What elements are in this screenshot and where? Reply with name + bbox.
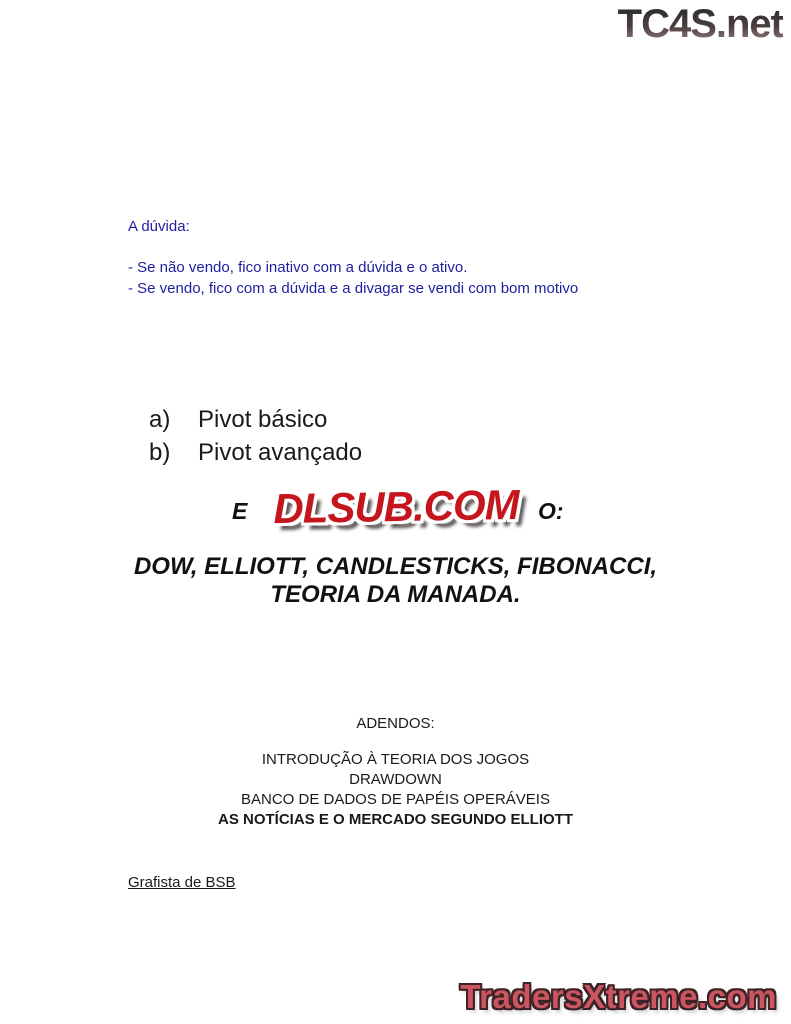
addenda-item: DRAWDOWN: [349, 771, 442, 788]
addenda-item: INTRODUÇÃO À TEORIA DOS JOGOS: [261, 751, 530, 768]
doubt-line-2: - Se vendo, fico com a dúvida e a divagar se vendi com bom motivo: [128, 280, 579, 297]
doubt-line-1: - Se não vendo, fico inativo com a dúvida e o ativo.: [128, 259, 468, 276]
main-heading-line-2: TEORIA DA MANADA.: [270, 581, 521, 608]
covered-heading-left-fragment: E: [232, 498, 248, 524]
list-item-marker: a): [149, 406, 171, 433]
addenda-list: [0, 750, 791, 830]
list-item-label: Pivot básico: [198, 406, 328, 433]
footer-note: Grafista de BSB: [128, 874, 236, 891]
doubt-heading: A dúvida:: [128, 218, 190, 235]
covered-heading-right-fragment: O:: [538, 498, 564, 524]
addenda-heading: ADENDOS:: [356, 715, 435, 732]
dlsub-watermark: DLSUB.COM: [272, 480, 519, 533]
addenda-item: BANCO DE DADOS DE PAPÉIS OPERÁVEIS: [241, 791, 550, 808]
list-item-marker: b): [149, 439, 171, 466]
list-item-label: Pivot avançado: [198, 439, 363, 466]
tc4s-watermark: TC4S.net: [617, 2, 783, 46]
main-heading-line-1: DOW, ELLIOTT, CANDLESTICKS, FIBONACCI,: [133, 553, 658, 580]
tradersxtreme-watermark: TradersXtreme.com: [460, 978, 777, 1015]
addenda-item: AS NOTÍCIAS E O MERCADO SEGUNDO ELLIOTT: [217, 811, 573, 828]
list-item: [149, 403, 362, 436]
main-heading: [0, 553, 791, 609]
list-item: [149, 436, 362, 469]
pivot-list: [149, 403, 362, 469]
